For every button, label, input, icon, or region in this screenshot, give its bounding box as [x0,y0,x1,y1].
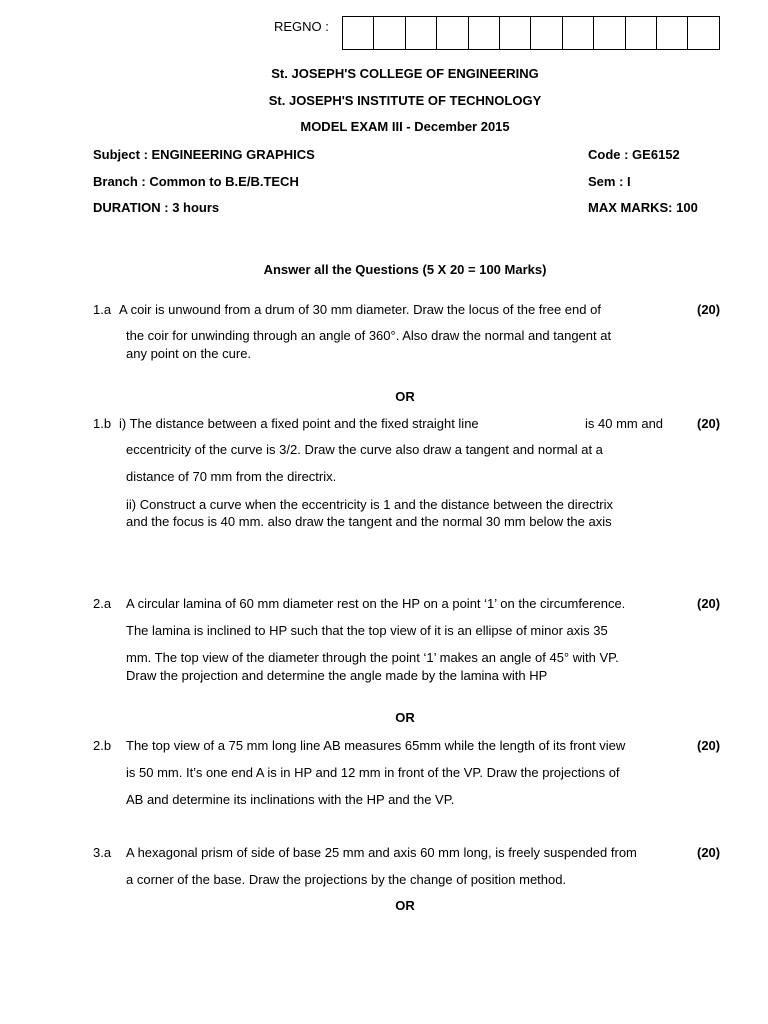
question-line: any point on the cure. [126,346,252,361]
question-number: 1.b [93,416,112,431]
question-line: the coir for unwinding through an angle of 360°. Also draw the normal and tangent at [126,328,612,343]
question-marks: (20) [697,845,721,860]
question-line: A circular lamina of 60 mm diameter rest on the HP on a point ‘1’ on the circumference. [126,596,626,611]
question-line: mm. The top view of the diameter through the point ‘1’ makes an angle of 45° with VP. [126,650,619,665]
question-line: is 40 mm and [585,416,664,431]
question-line: is 50 mm. It’s one end A is in HP and 12 mm in front of the VP. Draw the projections of [126,765,620,780]
max-marks-label: MAX MARKS: 100 [588,200,698,215]
college-name: St. JOSEPH'S COLLEGE OF ENGINEERING [271,66,539,81]
regno-box[interactable] [469,17,500,49]
question-marks: (20) [697,738,721,753]
question-line: and the focus is 40 mm. also draw the tangent and the normal 30 mm below the axis [126,514,612,529]
or-separator: OR [395,389,415,404]
institute-name: St. JOSEPH'S INSTITUTE OF TECHNOLOGY [268,93,542,108]
question-line: The top view of a 75 mm long line AB measures 65mm while the length of its front view [126,738,626,753]
regno-box[interactable] [626,17,657,49]
question-number: 2.a [93,596,112,611]
subject-label: Subject : ENGINEERING GRAPHICS [93,147,315,162]
regno-box[interactable] [500,17,531,49]
question-marks: (20) [697,416,721,431]
question-marks: (20) [697,302,721,317]
branch-label: Branch : Common to B.E/B.TECH [93,174,299,189]
or-separator: OR [395,898,415,913]
question-line: AB and determine its inclinations with the HP and the VP. [126,792,455,807]
regno-box[interactable] [406,17,437,49]
question-line: distance of 70 mm from the directrix. [126,469,337,484]
regno-box[interactable] [594,17,625,49]
exam-title: MODEL EXAM III - December 2015 [300,119,510,134]
question-line: A hexagonal prism of side of base 25 mm and axis 60 mm long, is freely suspended from [126,845,637,860]
question-number: 1.a [93,302,112,317]
regno-box[interactable] [563,17,594,49]
question-line: ii) Construct a curve when the eccentricity is 1 and the distance between the directrix [126,497,614,512]
or-separator: OR [395,710,415,725]
question-line: The lamina is inclined to HP such that the top view of it is an ellipse of minor axis 35 [126,623,608,638]
sem-label: Sem : I [588,174,631,189]
question-line: a corner of the base. Draw the projections by the change of position method. [126,872,567,887]
regno-box[interactable] [531,17,562,49]
regno-box[interactable] [688,17,719,49]
question-line: i) The distance between a fixed point and the fixed straight line [119,416,479,431]
regno-box[interactable] [657,17,688,49]
regno-boxes[interactable] [342,16,720,50]
regno-box[interactable] [437,17,468,49]
duration-label: DURATION : 3 hours [93,200,220,215]
question-marks: (20) [697,596,721,611]
question-line: Draw the projection and determine the angle made by the lamina with HP [126,668,548,683]
code-label: Code : GE6152 [588,147,680,162]
question-number: 2.b [93,738,112,753]
question-line: eccentricity of the curve is 3/2. Draw the curve also draw a tangent and normal at a [126,442,603,457]
question-line: A coir is unwound from a drum of 30 mm diameter. Draw the locus of the free end of [119,302,601,317]
instruction-heading: Answer all the Questions (5 X 20 = 100 Marks) [263,262,547,277]
regno-box[interactable] [374,17,405,49]
question-number: 3.a [93,845,112,860]
regno-label: REGNO : [274,19,329,34]
regno-box[interactable] [343,17,374,49]
